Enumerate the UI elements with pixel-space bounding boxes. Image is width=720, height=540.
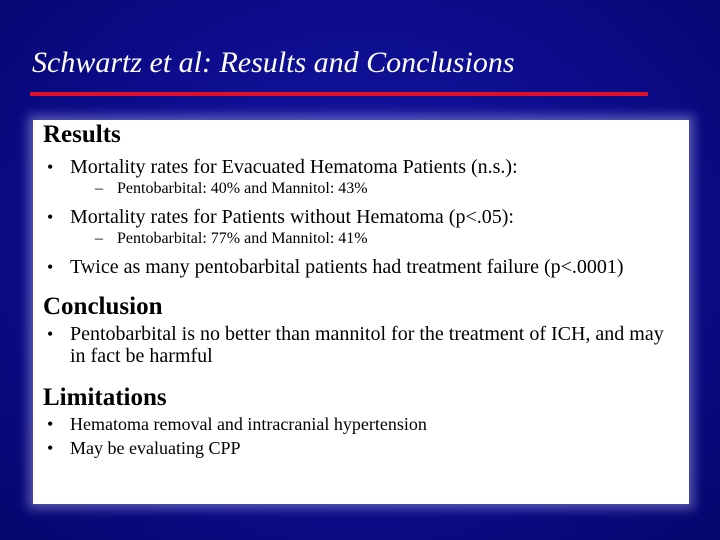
sub-list-item-text: Pentobarbital: 40% and Mannitol: 43% [117,180,368,197]
bullet-icon: • [47,324,54,344]
dash-icon: – [95,180,103,197]
limitations-list [43,412,679,460]
list-item [43,206,679,228]
dash-icon: – [95,230,103,247]
slide-title: Schwartz et al: Results and Conclusions [32,46,515,79]
list-item-text: May be evaluating CPP [70,438,241,458]
list-item-text: Twice as many pentobarbital patients had treatment failure (p<.0001) [70,256,624,278]
results-list [43,156,679,278]
bullet-icon: • [47,257,54,277]
list-item-text: Hematoma removal and intracranial hypertension [70,414,427,434]
list-item-text: Pentobarbital is no better than mannitol for the treatment of ICH, and may in fact be harmful [70,323,664,367]
list-item [43,323,679,367]
limitations-heading: Limitations [43,384,167,411]
list-item [43,412,679,436]
list-item [43,156,679,178]
content-panel [33,120,689,504]
bullet-icon: • [47,157,54,177]
title-underline [30,92,648,96]
list-item [43,256,679,278]
sub-list-item [43,230,679,248]
list-item-text: Mortality rates for Evacuated Hematoma Patients (n.s.): [70,156,518,178]
list-item [43,436,679,460]
bullet-icon: • [47,207,54,227]
results-heading: Results [43,121,121,148]
conclusion-list [43,323,679,367]
sub-list-item [43,180,679,198]
list-item-text: Mortality rates for Patients without Hematoma (p<.05): [70,206,514,228]
bullet-icon: • [47,414,54,434]
bullet-icon: • [47,438,54,458]
sub-list-item-text: Pentobarbital: 77% and Mannitol: 41% [117,230,368,247]
conclusion-heading: Conclusion [43,293,163,320]
